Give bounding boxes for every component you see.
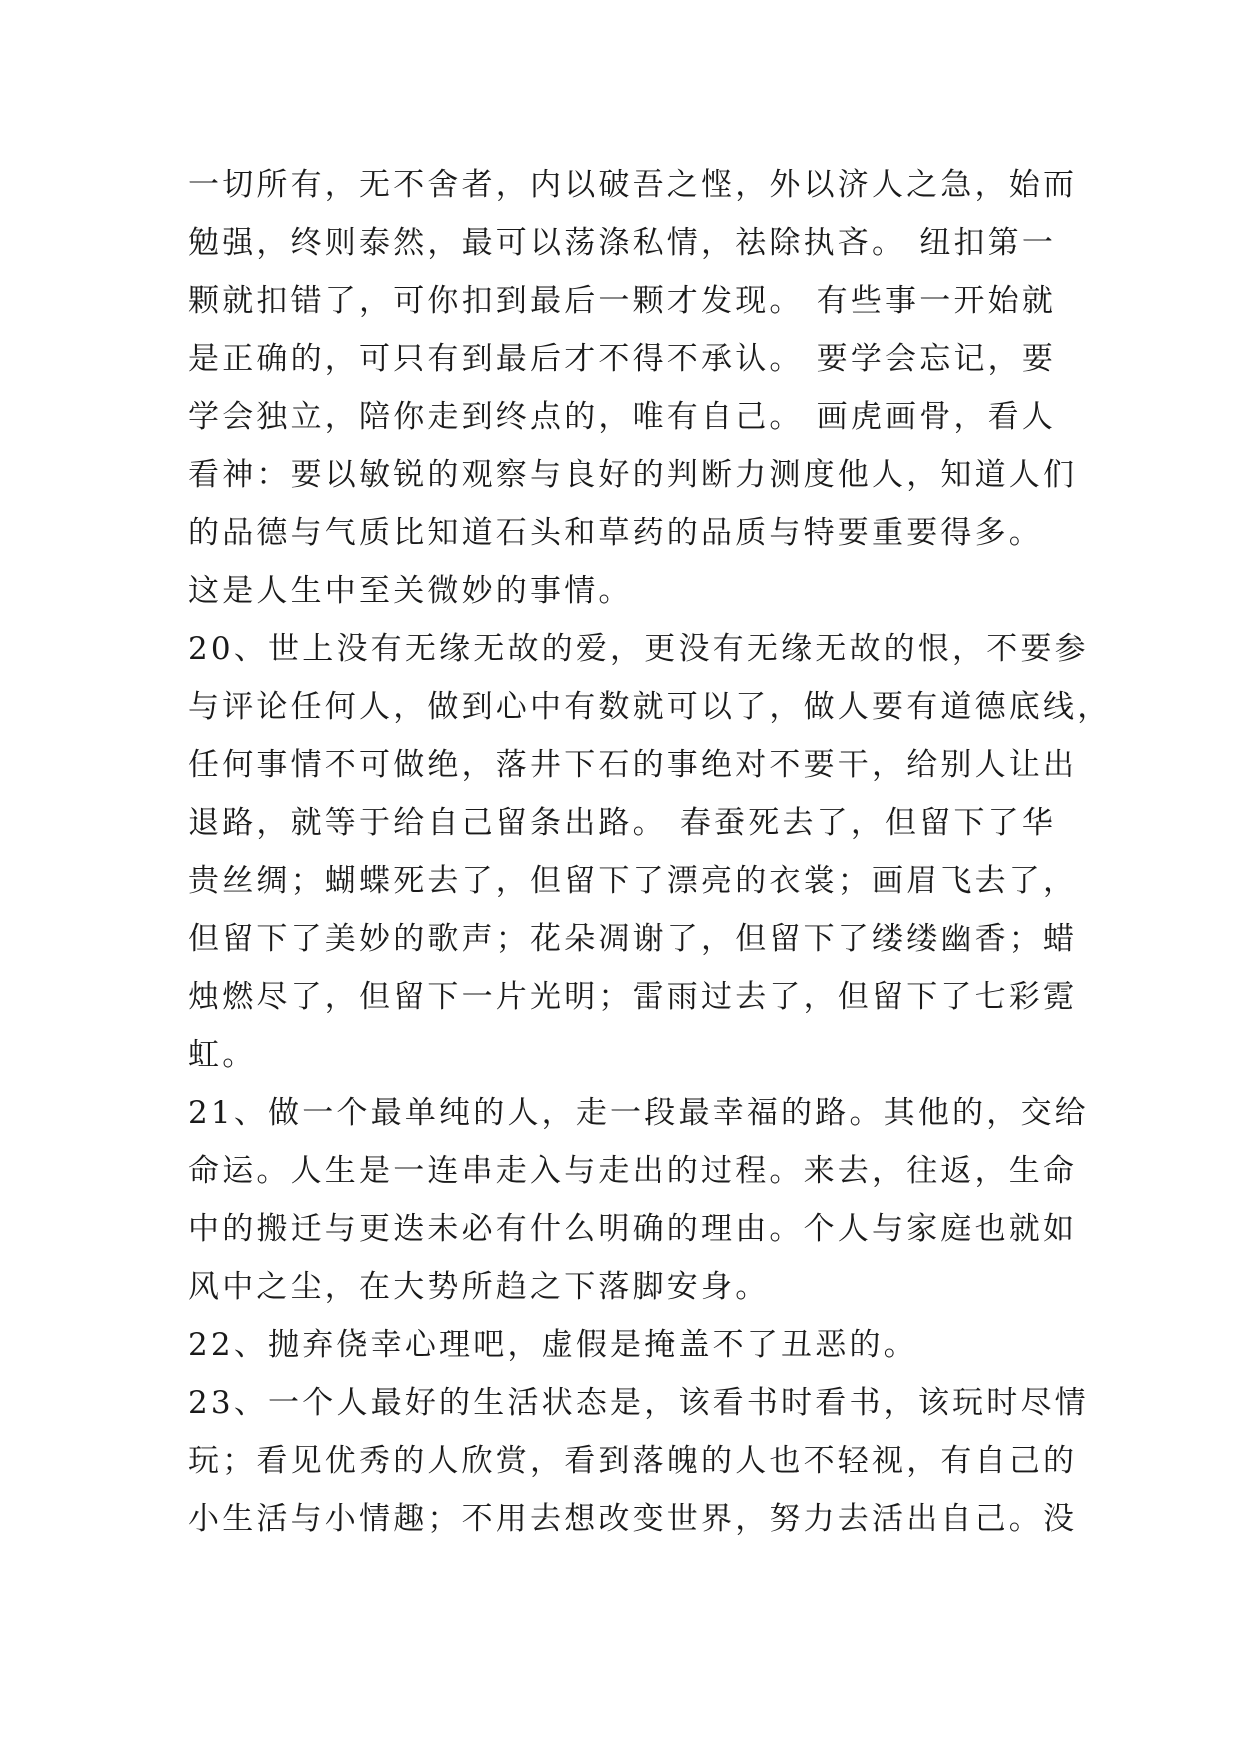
text-line: 看神：要以敏锐的观察与良好的判断力测度他人，知道人们 <box>188 457 1078 493</box>
text-line: 23、一个人最好的生活状态是，该看书时看书，该玩时尽情 <box>188 1385 1089 1421</box>
text-line: 风中之尘，在大势所趋之下落脚安身。 <box>188 1269 770 1305</box>
body-text <box>188 156 1112 1548</box>
text-line: 虹。 <box>188 1037 257 1073</box>
text-line: 中的搬迁与更迭未必有什么明确的理由。个人与家庭也就如 <box>188 1211 1078 1247</box>
text-line: 一切所有，无不舍者，内以破吾之悭，外以济人之急，始而 <box>188 167 1078 203</box>
text-line: 但留下了美妙的歌声；花朵凋谢了，但留下了缕缕幽香；蜡 <box>188 921 1078 957</box>
text-line: 22、抛弃侥幸心理吧，虚假是掩盖不了丑恶的。 <box>188 1327 918 1363</box>
text-line: 玩；看见优秀的人欣赏，看到落魄的人也不轻视，有自己的 <box>188 1443 1078 1479</box>
text-line: 是正确的，可只有到最后才不得不承认。 要学会忘记，要 <box>188 341 1057 377</box>
text-line: 颗就扣错了，可你扣到最后一颗才发现。 有些事一开始就 <box>188 283 1057 319</box>
text-line: 任何事情不可做绝，落井下石的事绝对不要干，给别人让出 <box>188 747 1078 783</box>
text-line: 烛燃尽了，但留下一片光明；雷雨过去了，但留下了七彩霓 <box>188 979 1078 1015</box>
text-line: 贵丝绸；蝴蝶死去了，但留下了漂亮的衣裳；画眉飞去了， <box>188 863 1078 899</box>
text-line: 退路，就等于给自己留条出路。 春蚕死去了，但留下了华 <box>188 805 1057 841</box>
text-line: 20、世上没有无缘无故的爱，更没有无缘无故的恨，不要参 <box>188 631 1089 667</box>
text-line: 这是人生中至关微妙的事情。 <box>188 573 633 609</box>
text-line: 与评论任何人，做到心中有数就可以了，做人要有道德底线， <box>188 689 1112 725</box>
text-line: 学会独立，陪你走到终点的，唯有自己。 画虎画骨，看人 <box>188 399 1057 435</box>
text-line: 勉强，终则泰然，最可以荡涤私情，祛除执吝。 纽扣第一 <box>188 225 1057 261</box>
text-line: 的品德与气质比知道石头和草药的品质与特要重要得多。 <box>188 515 1043 551</box>
text-line: 命运。人生是一连串走入与走出的过程。来去，往返，生命 <box>188 1153 1078 1189</box>
text-line: 小生活与小情趣；不用去想改变世界，努力去活出自己。没 <box>188 1501 1078 1537</box>
text-line: 21、做一个最单纯的人，走一段最幸福的路。其他的，交给 <box>188 1095 1089 1131</box>
